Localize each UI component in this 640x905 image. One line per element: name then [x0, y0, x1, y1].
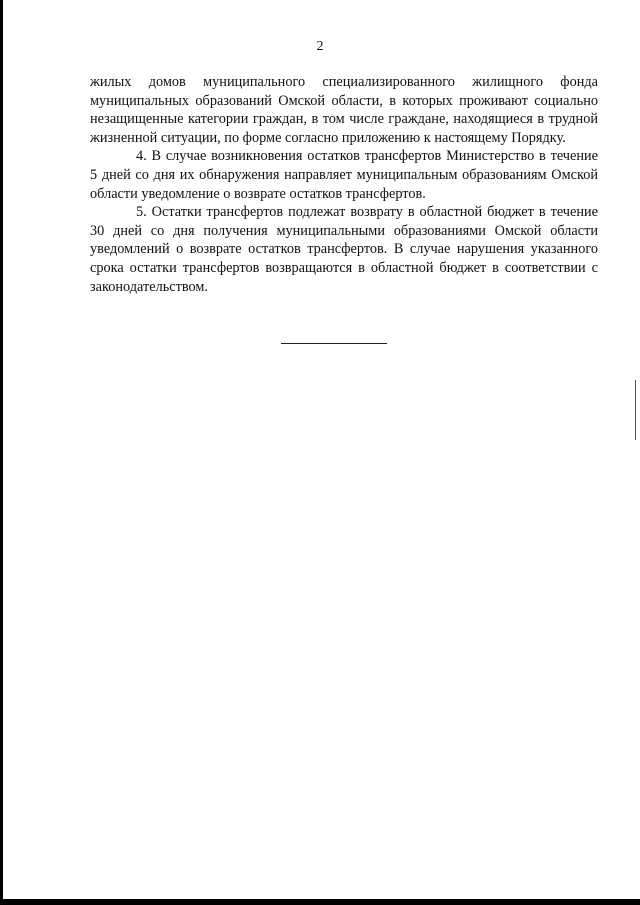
end-of-text-rule: [281, 343, 387, 344]
paragraph-item-5: 5. Остатки трансфертов подлежат возврату в областной бюджет в течение 30 дней со дня получения муниципальными образованиями Омской области уведомлений о возврате остатков трансфертов. В случае нарушения указанного срока остатки трансфертов возвращаются в областной бюджет в соответствии с законодательством.: [90, 204, 598, 295]
document-body: [90, 73, 598, 296]
scan-mark-right: [635, 380, 636, 440]
page-number: 2: [316, 39, 324, 54]
scan-border-left: [0, 0, 3, 905]
scan-border-bottom: [0, 899, 640, 905]
paragraph-item-4: 4. В случае возникновения остатков трансфертов Министерство в течение 5 дней со дня их обнаружения направляет муниципальным образованиям Омской области уведомление о возврате остатков трансфертов.: [90, 148, 598, 202]
paragraph-continuation: жилых домов муниципального специализированного жилищного фонда муниципальных образований Омской области, в которых проживают социально незащищенные категории граждан, в том числе граждане, находящиеся в трудной жизненной ситуации, по форме согласно приложению к настоящему Порядку.: [90, 74, 598, 146]
